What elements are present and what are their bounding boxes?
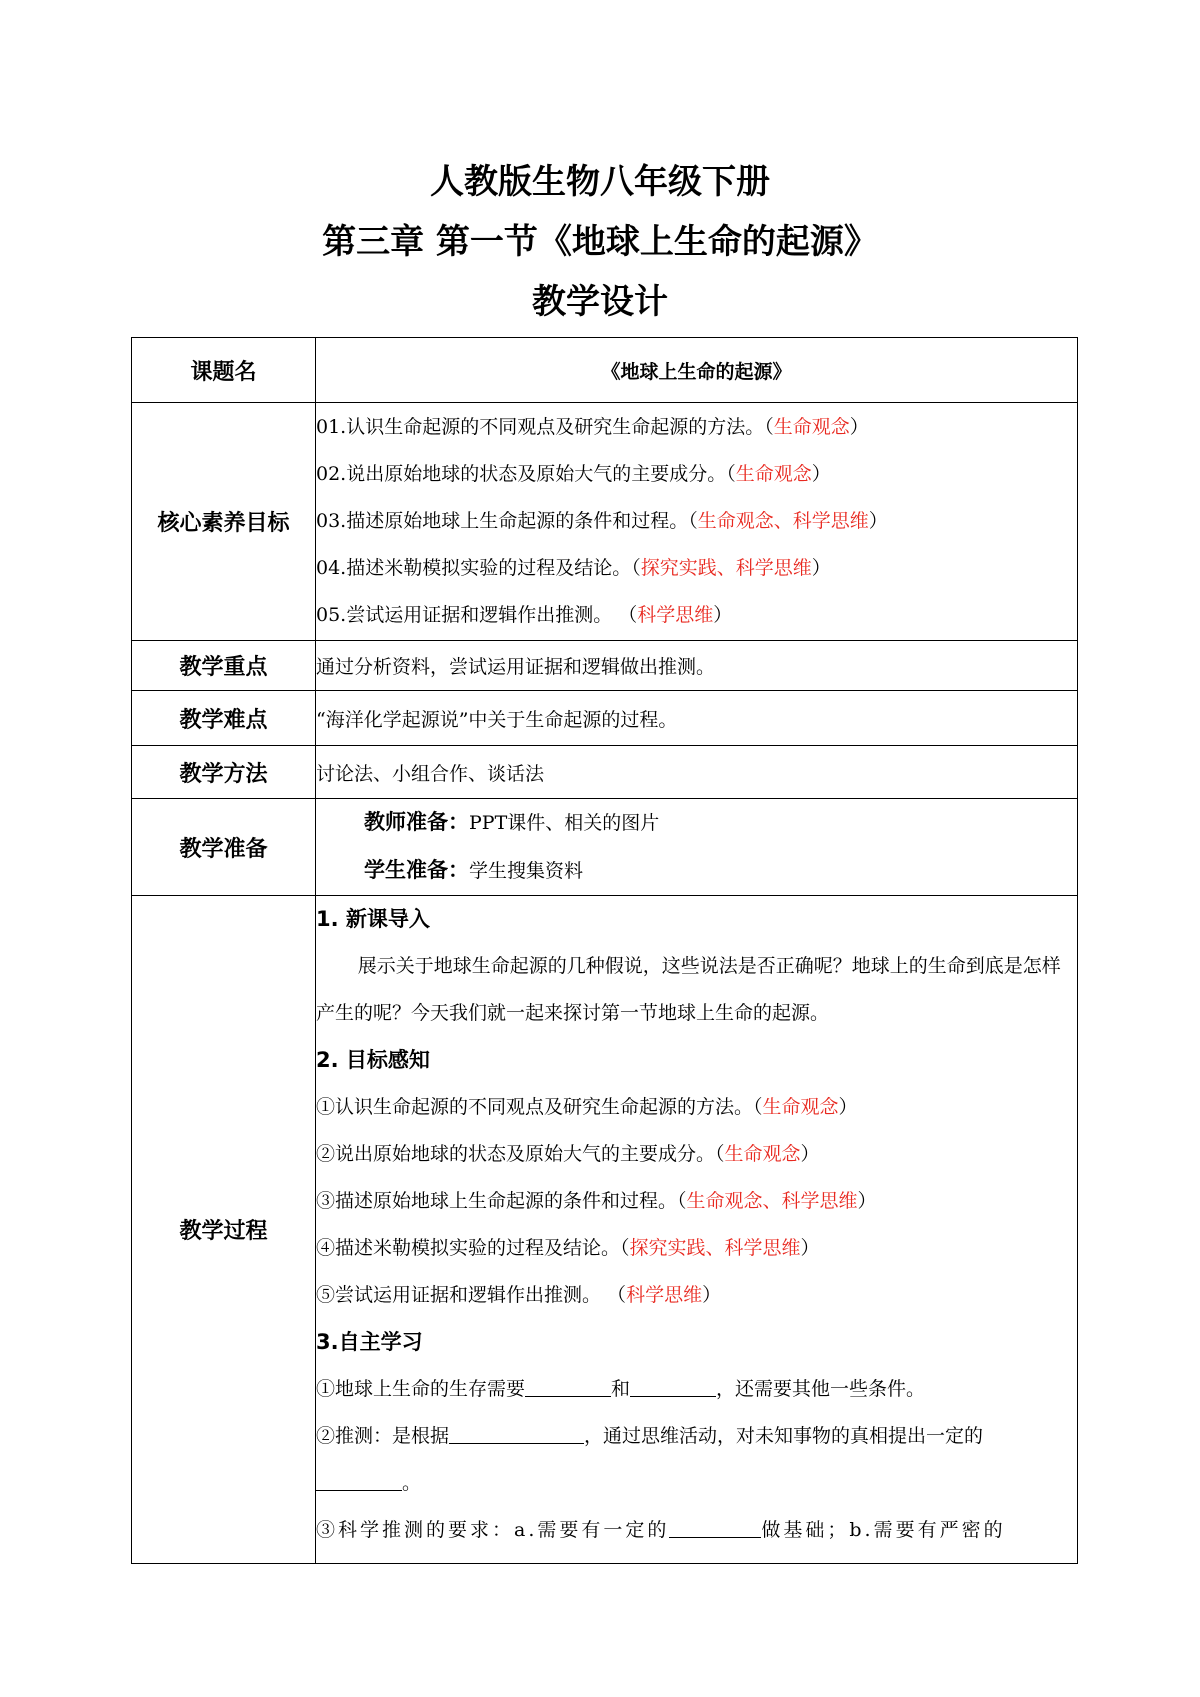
goal-tag: 生命观念 xyxy=(735,463,812,485)
process-goal-item: ③描述原始地球上生命起源的条件和过程。（生命观念、科学思维） xyxy=(316,1190,877,1212)
value-difficulty: “海洋化学起源说”中关于生命起源的过程。 xyxy=(316,691,1078,746)
label-difficulty: 教学难点 xyxy=(132,691,316,746)
teacher-prep: 教师准备：PPT课件、相关的图片 xyxy=(364,810,660,834)
section-intro-heading: 1. 新课导入 xyxy=(316,907,430,931)
title-textbook: 人教版生物八年级下册 xyxy=(430,162,770,202)
prep-content xyxy=(316,799,1078,896)
blank-line xyxy=(525,1377,611,1397)
label-focus: 教学重点 xyxy=(132,641,316,691)
title-design: 教学设计 xyxy=(532,282,668,322)
goal-item: 03.描述原始地球上生命起源的条件和过程。（生命观念、科学思维） xyxy=(316,510,888,532)
blank-line xyxy=(316,1471,402,1491)
value-topic: 《地球上生命的起源》 xyxy=(316,338,1078,403)
question-1: ①地球上生命的生存需要 和 ，还需要其他一些条件。 xyxy=(316,1378,926,1400)
goal-item: 05.尝试运用证据和逻辑作出推测。 （科学思维） xyxy=(316,604,733,626)
process-goal-item: ⑤尝试运用证据和逻辑作出推测。 （科学思维） xyxy=(316,1284,722,1306)
label-process: 教学过程 xyxy=(132,896,316,1564)
row-method xyxy=(132,746,1078,799)
blank-line xyxy=(630,1377,716,1397)
section-intro-text: 展示关于地球生命起源的几种假说，这些说法是否正确呢？地球上的生命到底是怎样产生的呢？今天我们就一起来探讨第一节地球上生命的起源。 xyxy=(316,955,1061,1024)
label-goals: 核心素养目标 xyxy=(132,403,316,641)
goal-tag: 探究实践、科学思维 xyxy=(640,557,812,579)
goal-item: 02.说出原始地球的状态及原始大气的主要成分。（生命观念） xyxy=(316,463,831,485)
goal-item: 04.描述米勒模拟实验的过程及结论。（探究实践、科学思维） xyxy=(316,557,831,579)
question-2: ②推测：是根据 ，通过思维活动，对未知事物的真相提出一定的 。 xyxy=(316,1425,984,1494)
label-topic: 课题名 xyxy=(132,338,316,403)
row-prep xyxy=(132,799,1078,896)
row-goals xyxy=(132,403,1078,641)
blank-line xyxy=(449,1424,584,1444)
goal-tag: 生命观念 xyxy=(773,416,850,438)
section-self-study-heading: 3.自主学习 xyxy=(316,1330,423,1354)
student-prep: 学生准备：学生搜集资料 xyxy=(364,858,584,882)
blank-line xyxy=(669,1518,761,1538)
goal-tag: 科学思维 xyxy=(637,604,714,626)
label-prep: 教学准备 xyxy=(132,799,316,896)
section-goals-heading: 2. 目标感知 xyxy=(316,1048,430,1072)
label-method: 教学方法 xyxy=(132,746,316,799)
row-difficulty xyxy=(132,691,1078,746)
value-method: 讨论法、小组合作、谈话法 xyxy=(316,746,1078,799)
value-focus: 通过分析资料，尝试运用证据和逻辑做出推测。 xyxy=(316,641,1078,691)
goals-list xyxy=(316,403,1078,641)
row-topic xyxy=(132,338,1078,403)
process-goal-item: ④描述米勒模拟实验的过程及结论。（探究实践、科学思维） xyxy=(316,1237,820,1259)
row-process xyxy=(132,896,1078,1564)
question-3: ③科学推测的要求：a.需要有一定的 做基础；b.需要有严密的 xyxy=(316,1519,1006,1541)
title-lesson: 第三章 第一节《地球上生命的起源》 xyxy=(322,222,878,262)
goal-item: 01.认识生命起源的不同观点及研究生命起源的方法。（生命观念） xyxy=(316,416,869,438)
document-header xyxy=(0,152,1200,332)
process-goal-item: ①认识生命起源的不同观点及研究生命起源的方法。（生命观念） xyxy=(316,1096,858,1118)
process-goal-item: ②说出原始地球的状态及原始大气的主要成分。（生命观念） xyxy=(316,1143,820,1165)
goal-tag: 生命观念、科学思维 xyxy=(697,510,869,532)
process-content xyxy=(316,896,1078,1564)
lesson-plan-table xyxy=(131,337,1078,1564)
row-focus xyxy=(132,641,1078,691)
